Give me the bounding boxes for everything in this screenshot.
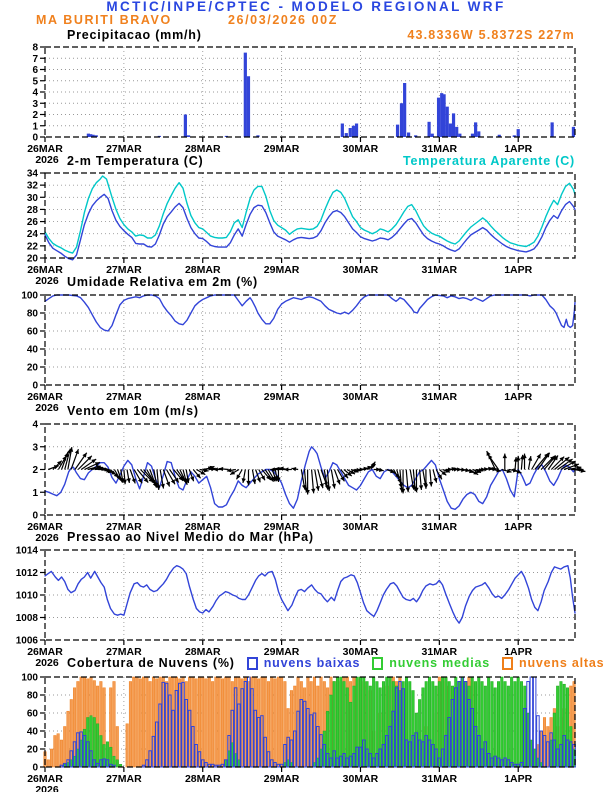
svg-text:27MAR: 27MAR <box>106 773 142 785</box>
svg-text:32: 32 <box>26 180 38 192</box>
panel-precipitation-plot <box>27 43 575 167</box>
svg-text:2026: 2026 <box>35 275 59 287</box>
svg-text:28MAR: 28MAR <box>184 773 221 785</box>
svg-text:1APR: 1APR <box>504 521 533 533</box>
panel-title-wind: Vento em 10m (m/s) <box>67 404 199 418</box>
svg-text:27MAR: 27MAR <box>106 646 142 658</box>
svg-text:31MAR: 31MAR <box>421 143 458 155</box>
svg-text:27MAR: 27MAR <box>106 143 142 155</box>
panel-title-humidity: Umidade Relativa em 2m (%) <box>67 275 258 289</box>
svg-text:24: 24 <box>26 229 38 241</box>
svg-text:1APR: 1APR <box>504 143 533 155</box>
station-label: MA BURITI BRAVO <box>36 12 172 27</box>
svg-text:80: 80 <box>26 690 38 702</box>
svg-text:29MAR: 29MAR <box>263 521 300 533</box>
svg-text:1006: 1006 <box>15 635 38 647</box>
svg-text:34: 34 <box>26 168 38 180</box>
svg-text:27MAR: 27MAR <box>106 521 142 533</box>
svg-text:40: 40 <box>26 344 38 356</box>
svg-text:60: 60 <box>26 708 38 720</box>
svg-text:8: 8 <box>32 42 38 54</box>
svg-text:30: 30 <box>26 192 38 204</box>
svg-text:28MAR: 28MAR <box>184 143 221 155</box>
svg-text:60: 60 <box>26 326 38 338</box>
svg-text:29MAR: 29MAR <box>263 773 300 785</box>
svg-text:28MAR: 28MAR <box>184 646 221 658</box>
page-title: MCTIC/INPE/CPTEC - MODELO REGIONAL WRF <box>106 0 506 14</box>
svg-text:28MAR: 28MAR <box>184 521 221 533</box>
panel-pressure-plot <box>16 546 575 670</box>
svg-text:29MAR: 29MAR <box>263 264 300 276</box>
svg-text:1014: 1014 <box>15 545 38 557</box>
svg-text:4: 4 <box>32 87 38 99</box>
location-label: 43.8336W 5.8372S 227m <box>407 27 575 42</box>
run-datetime-label: 26/03/2026 00Z <box>228 12 338 27</box>
svg-text:100: 100 <box>21 672 38 684</box>
svg-text:80: 80 <box>26 308 38 320</box>
svg-text:26MAR: 26MAR <box>27 143 63 155</box>
svg-text:30MAR: 30MAR <box>342 264 379 276</box>
svg-text:1: 1 <box>32 121 38 133</box>
svg-text:2026: 2026 <box>35 154 59 166</box>
svg-text:26MAR: 26MAR <box>27 264 63 276</box>
svg-text:6: 6 <box>32 65 38 76</box>
svg-text:2026: 2026 <box>35 532 59 544</box>
svg-text:28MAR: 28MAR <box>184 264 221 276</box>
svg-text:1008: 1008 <box>15 613 38 624</box>
svg-text:20: 20 <box>26 744 38 756</box>
svg-text:26MAR: 26MAR <box>27 391 63 403</box>
panel-title-precipitation: Precipitacao (mm/h) <box>67 28 202 42</box>
panel-clouds-plot <box>21 673 575 792</box>
legend-nuvens-baixas: nuvens baixas <box>263 656 361 670</box>
svg-text:26: 26 <box>26 217 38 229</box>
svg-text:1APR: 1APR <box>504 773 533 785</box>
svg-text:1012: 1012 <box>15 568 38 579</box>
svg-text:30MAR: 30MAR <box>342 521 379 533</box>
svg-text:22: 22 <box>26 241 38 253</box>
svg-text:31MAR: 31MAR <box>421 264 458 276</box>
panel-wind-plot <box>27 420 585 545</box>
svg-text:1010: 1010 <box>15 590 38 602</box>
svg-text:29MAR: 29MAR <box>263 646 300 658</box>
svg-text:3: 3 <box>32 98 38 110</box>
svg-text:20: 20 <box>26 253 38 265</box>
legend-nuvens-medias: nuvens medias <box>389 656 491 670</box>
svg-text:26MAR: 26MAR <box>27 521 63 533</box>
svg-text:1APR: 1APR <box>504 264 533 276</box>
svg-text:28MAR: 28MAR <box>184 391 221 403</box>
svg-text:31MAR: 31MAR <box>421 521 458 533</box>
svg-text:4: 4 <box>32 419 38 431</box>
svg-text:31MAR: 31MAR <box>421 391 458 403</box>
svg-text:0: 0 <box>32 380 38 392</box>
svg-text:100: 100 <box>21 290 38 302</box>
svg-text:28: 28 <box>26 204 38 216</box>
svg-text:0: 0 <box>32 132 38 144</box>
panel-humidity-plot <box>21 291 575 415</box>
svg-text:27MAR: 27MAR <box>106 391 142 403</box>
svg-text:26MAR: 26MAR <box>27 646 63 658</box>
panel-title-pressure: Pressao ao Nivel Medio do Mar (hPa) <box>67 530 314 544</box>
svg-text:1APR: 1APR <box>504 646 533 658</box>
legend-nuvens-altas: nuvens altas <box>519 656 605 670</box>
svg-text:20: 20 <box>26 362 38 374</box>
svg-text:30MAR: 30MAR <box>342 143 379 155</box>
svg-text:30MAR: 30MAR <box>342 773 379 785</box>
svg-text:30MAR: 30MAR <box>342 646 379 658</box>
svg-text:30MAR: 30MAR <box>342 391 379 403</box>
svg-text:27MAR: 27MAR <box>106 264 142 276</box>
svg-text:2026: 2026 <box>35 784 59 792</box>
svg-text:7: 7 <box>32 53 38 65</box>
svg-text:29MAR: 29MAR <box>263 143 300 155</box>
svg-text:40: 40 <box>26 726 38 738</box>
svg-text:0: 0 <box>32 762 38 774</box>
svg-text:31MAR: 31MAR <box>421 646 458 658</box>
svg-text:2: 2 <box>32 110 38 121</box>
panel-title-temperature: 2-m Temperatura (C) <box>67 154 204 168</box>
svg-text:26MAR: 26MAR <box>27 773 63 785</box>
svg-text:1APR: 1APR <box>504 391 533 403</box>
svg-text:0: 0 <box>32 510 38 522</box>
svg-text:2026: 2026 <box>35 657 59 669</box>
panel-title-clouds: Cobertura de Nuvens (%) <box>67 656 235 670</box>
svg-text:31MAR: 31MAR <box>421 773 458 785</box>
svg-text:3: 3 <box>32 442 38 454</box>
svg-text:1: 1 <box>32 487 38 499</box>
svg-text:29MAR: 29MAR <box>263 391 300 403</box>
panel-title-apparent-temperature: Temperatura Aparente (C) <box>402 154 575 168</box>
svg-text:2026: 2026 <box>35 402 59 414</box>
svg-text:2: 2 <box>32 465 38 476</box>
svg-text:5: 5 <box>32 76 38 88</box>
panel-temperature-plot <box>27 169 575 288</box>
